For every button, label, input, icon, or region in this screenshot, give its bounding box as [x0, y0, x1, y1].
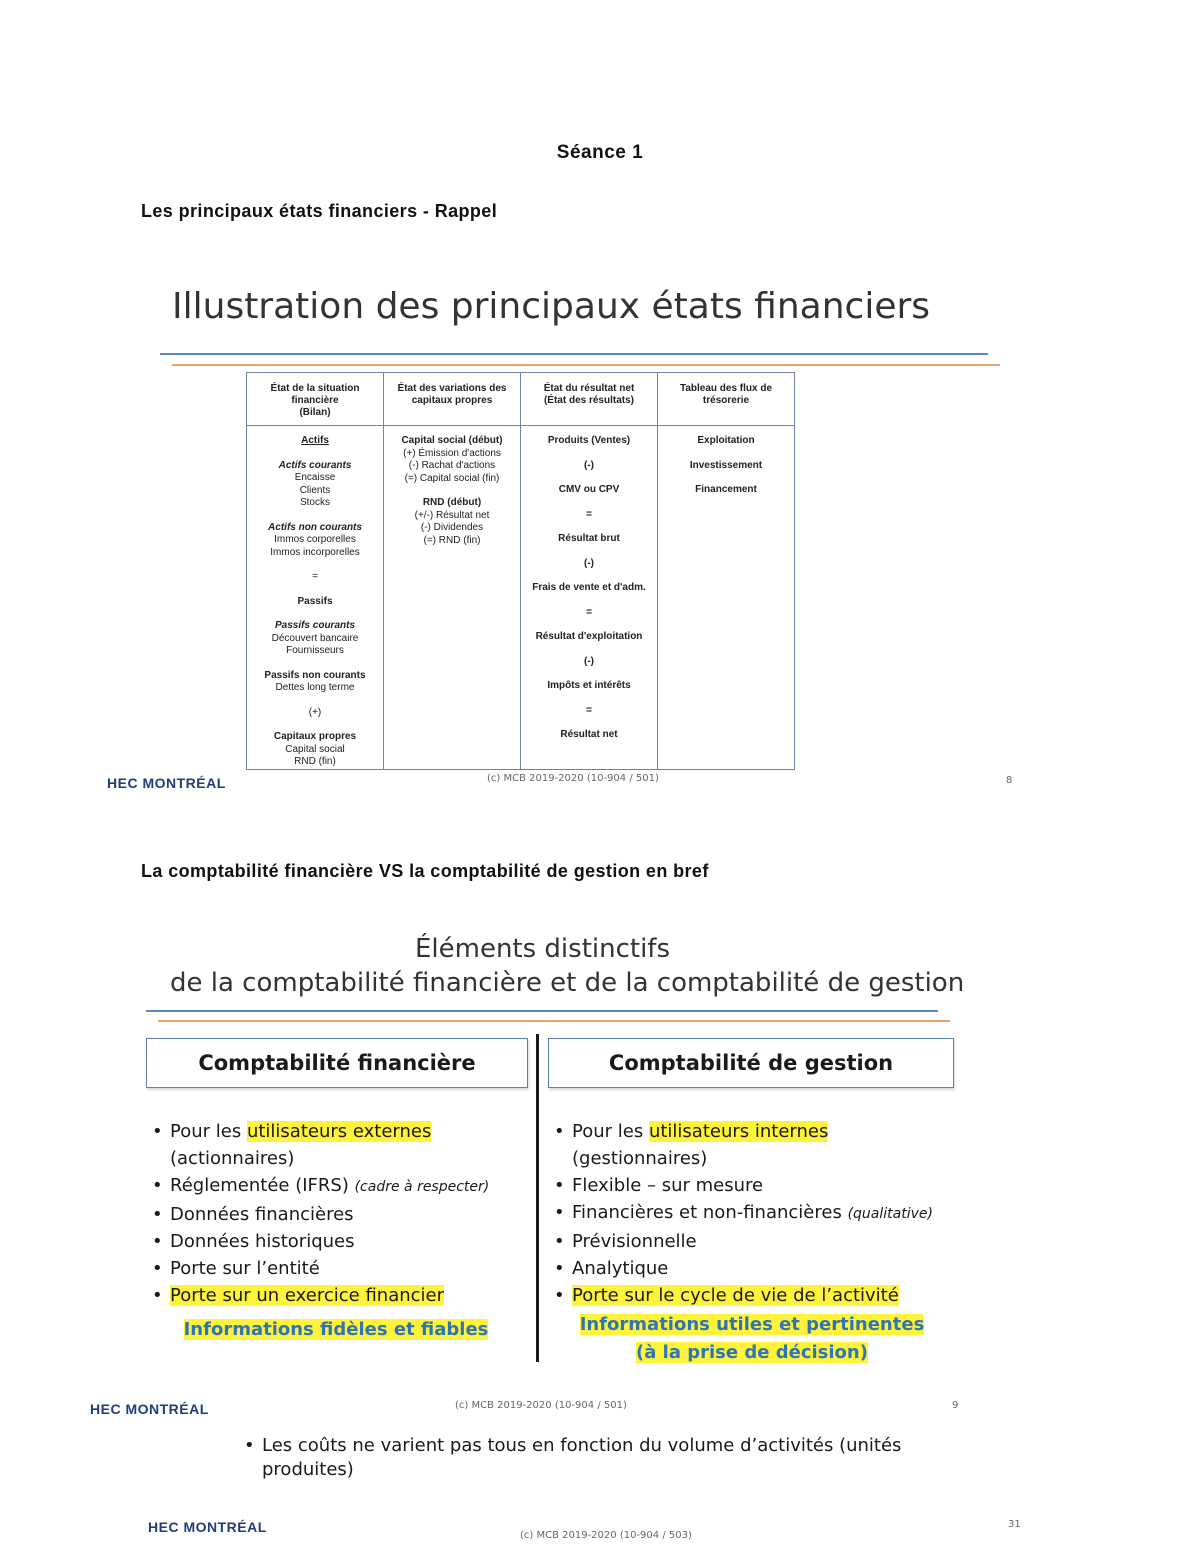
statement-line: Stocks [299, 497, 330, 508]
statement-line: Clients [299, 484, 331, 496]
item-text: Prévisionnelle [572, 1231, 697, 1252]
statement-line [247, 695, 383, 707]
bullet-dot: • [554, 1285, 565, 1306]
financial-accounting-header: Comptabilité financière [146, 1038, 528, 1088]
statement-column-header [521, 373, 657, 426]
list-item [150, 1145, 530, 1172]
statement-line [521, 717, 657, 729]
item-text: Porte sur l’entité [170, 1258, 320, 1279]
header-line: État de la situation [270, 383, 360, 394]
statement-line: CMV ou CPV [558, 484, 620, 495]
item-text: Données financières [170, 1204, 354, 1225]
summary-line: (à la prise de décision) [636, 1342, 868, 1363]
bullet-dot: • [554, 1231, 565, 1252]
statement-line [521, 595, 657, 607]
statement-line: (-) Rachat d'actions [408, 460, 496, 471]
management-accounting-summary [552, 1311, 952, 1367]
statement-column-body [247, 426, 383, 769]
slide-title-line1: Éléments distinctifs [414, 934, 671, 964]
statement-line: Immos corporelles [274, 534, 356, 545]
statement-line [521, 693, 657, 705]
bullet-dot: • [554, 1202, 565, 1223]
slide-footer: (c) MCB 2019-2020 (10-904 / 501) [455, 1400, 627, 1411]
page-title: Séance 1 [556, 142, 644, 163]
statement-line [247, 559, 383, 571]
highlighted-text: Porte sur le cycle de vie de l’activité [572, 1285, 899, 1306]
statement-line [521, 619, 657, 631]
title-rule-orange [172, 364, 1000, 366]
title-rule-orange [158, 1020, 950, 1022]
statement-line: (+/-) Résultat net [414, 509, 490, 521]
item-text: Analytique [572, 1258, 669, 1279]
list-item [150, 1255, 530, 1282]
statement-line: Découvert bancaire [271, 632, 359, 644]
statement-column-body [658, 426, 794, 769]
statement-line [521, 668, 657, 680]
statement-line: Capital social (début) [401, 435, 503, 446]
bullet-dot: • [554, 1121, 565, 1142]
header-line: État des variations des [397, 383, 507, 394]
statement-line: Passifs [297, 595, 333, 607]
section-heading-etats-financiers: Les principaux états financiers - Rappel [141, 201, 498, 221]
item-text: Pour les [170, 1121, 247, 1142]
statement-column-body [384, 426, 520, 769]
item-note: (cadre à respecter) [354, 1179, 490, 1195]
statement-line [247, 608, 383, 620]
summary-line: Informations utiles et pertinentes [579, 1314, 925, 1335]
slide-page-number: 31 [1008, 1519, 1021, 1530]
list-item [552, 1255, 962, 1282]
statement-line [247, 448, 383, 460]
hec-montreal-logo: HEC MONTRÉAL [90, 1401, 209, 1417]
column-divider [536, 1034, 539, 1362]
statement-line [521, 497, 657, 509]
list-item [150, 1228, 530, 1255]
statement-line: (=) RND (fin) [423, 534, 481, 546]
statement-line: Résultat d'exploitation [535, 631, 643, 642]
item-text: (gestionnaires) [572, 1148, 708, 1169]
statement-line: (-) [584, 557, 594, 569]
statement-line: Impôts et intérêts [547, 680, 631, 691]
statement-line: = [586, 508, 592, 520]
header-line: (État des résultats) [543, 395, 634, 406]
statement-line: = [586, 704, 592, 716]
statement-line: Passifs courants [274, 620, 356, 631]
statement-line: = [586, 606, 592, 618]
statement-column-header [658, 373, 794, 426]
bullet-dot: • [554, 1175, 565, 1196]
bullet-dot: • [152, 1175, 163, 1196]
management-accounting-list [552, 1118, 962, 1309]
slide-footer: (c) MCB 2019-2020 (10-904 / 503) [520, 1530, 692, 1541]
header-line: capitaux propres [411, 395, 493, 406]
bullet-dot: • [152, 1285, 163, 1306]
statement-line: Financement [695, 484, 757, 495]
financial-accounting-summary [150, 1316, 522, 1344]
item-note: (qualitative) [847, 1206, 933, 1222]
statement-line: Passifs non courants [264, 669, 366, 681]
highlighted-text: Porte sur un exercice financier [170, 1285, 445, 1306]
list-item [150, 1282, 530, 1309]
list-item [552, 1228, 962, 1255]
bullet-dot: • [244, 1435, 255, 1456]
list-item [150, 1172, 530, 1201]
header-line: financière [291, 395, 339, 406]
header-line: Tableau des flux de [679, 383, 773, 394]
list-item [552, 1282, 962, 1309]
statement-line: RND (fin) [294, 756, 336, 767]
statement-line [247, 510, 383, 522]
statement-line: (=) Capital social (fin) [404, 472, 500, 484]
statement-column-header [384, 373, 520, 426]
title-rule-blue [160, 353, 988, 355]
statement-line: Encaisse [294, 472, 336, 483]
list-item [552, 1199, 962, 1228]
bullet-dot: • [152, 1258, 163, 1279]
bullet-dot: • [152, 1204, 163, 1225]
list-item [552, 1118, 962, 1145]
slide-page-number: 8 [1006, 775, 1013, 786]
item-text: Réglementée (IFRS) [170, 1175, 355, 1196]
list-item [150, 1201, 530, 1228]
slide-page-number: 9 [952, 1400, 959, 1411]
summary-line: Informations fidèles et fiables [183, 1319, 489, 1340]
list-item [552, 1145, 962, 1172]
bullet-dot: • [554, 1258, 565, 1279]
header-line: trésorerie [702, 395, 750, 406]
cost-bullet-text: Les coûts ne varient pas tous en fonction du volume d’activités (unités produites) [262, 1435, 902, 1480]
cost-bullet [242, 1434, 942, 1482]
hec-montreal-logo: HEC MONTRÉAL [107, 775, 226, 791]
statement-line [247, 719, 383, 731]
statement-line [658, 472, 794, 484]
item-text: Flexible – sur mesure [572, 1175, 764, 1196]
statement-line: Exploitation [697, 435, 755, 446]
bullet-dot: • [152, 1121, 163, 1142]
statement-column [521, 373, 658, 769]
item-text: Données historiques [170, 1231, 355, 1252]
statement-column [658, 373, 794, 769]
statement-column [247, 373, 384, 769]
statement-line: = [312, 571, 318, 582]
statement-line [521, 448, 657, 460]
financial-statements-table [246, 372, 795, 770]
statement-line: Capital social [285, 743, 345, 755]
statement-line [521, 546, 657, 558]
statement-line: Produits (Ventes) [547, 435, 631, 446]
statement-column [384, 373, 521, 769]
statement-line: Résultat brut [558, 533, 620, 544]
management-accounting-header: Comptabilité de gestion [548, 1038, 954, 1088]
list-item [552, 1172, 962, 1199]
item-text: Pour les [572, 1121, 649, 1142]
statement-line: Investissement [689, 459, 763, 471]
item-text: Financières et non-financières [572, 1202, 848, 1223]
hec-montreal-logo: HEC MONTRÉAL [148, 1519, 267, 1535]
bullet-dot: • [152, 1231, 163, 1252]
statement-line: Actifs non courants [268, 521, 362, 533]
section-heading-comparaison: La comptabilité financière VS la comptabilité de gestion en bref [141, 861, 709, 881]
statement-column-body [521, 426, 657, 769]
statement-line: Capitaux propres [273, 731, 357, 742]
statement-line: Résultat net [560, 729, 618, 740]
financial-accounting-list [150, 1118, 530, 1309]
statement-line [521, 644, 657, 656]
statement-line [521, 472, 657, 484]
header-line: État du résultat net [543, 383, 635, 394]
statement-column-header [247, 373, 383, 426]
statement-line: (-) Dividendes [420, 522, 484, 533]
statement-line: Immos incorporelles [270, 546, 360, 558]
slide-footer: (c) MCB 2019-2020 (10-904 / 501) [487, 773, 659, 784]
statement-line [658, 448, 794, 460]
statement-line [384, 485, 520, 497]
statement-line: Fournisseurs [286, 645, 344, 656]
statement-line: Actifs courants [278, 459, 352, 471]
statement-line: Actifs [301, 435, 329, 446]
statement-line: (+) [308, 706, 322, 718]
header-line: (Bilan) [299, 407, 331, 418]
item-text: (actionnaires) [170, 1148, 295, 1169]
statement-line: Frais de vente et d'adm. [532, 582, 646, 593]
highlighted-text: utilisateurs externes [246, 1121, 432, 1142]
statement-line [247, 584, 383, 596]
title-rule-blue [146, 1010, 938, 1012]
list-item [150, 1118, 530, 1145]
statement-line: (+) Émission d'actions [403, 447, 501, 459]
statement-line [521, 521, 657, 533]
statement-line [247, 658, 383, 670]
statement-line: (-) [584, 655, 594, 667]
statement-line [521, 570, 657, 582]
statement-line: RND (début) [422, 497, 482, 508]
statement-line: Dettes long terme [275, 682, 355, 693]
statement-line: (-) [584, 459, 594, 471]
slide-title: Illustration des principaux états financiers [172, 286, 931, 327]
slide-title-line2: de la comptabilité financière et de la comptabilité de gestion [170, 968, 965, 998]
highlighted-text: utilisateurs internes [648, 1121, 829, 1142]
